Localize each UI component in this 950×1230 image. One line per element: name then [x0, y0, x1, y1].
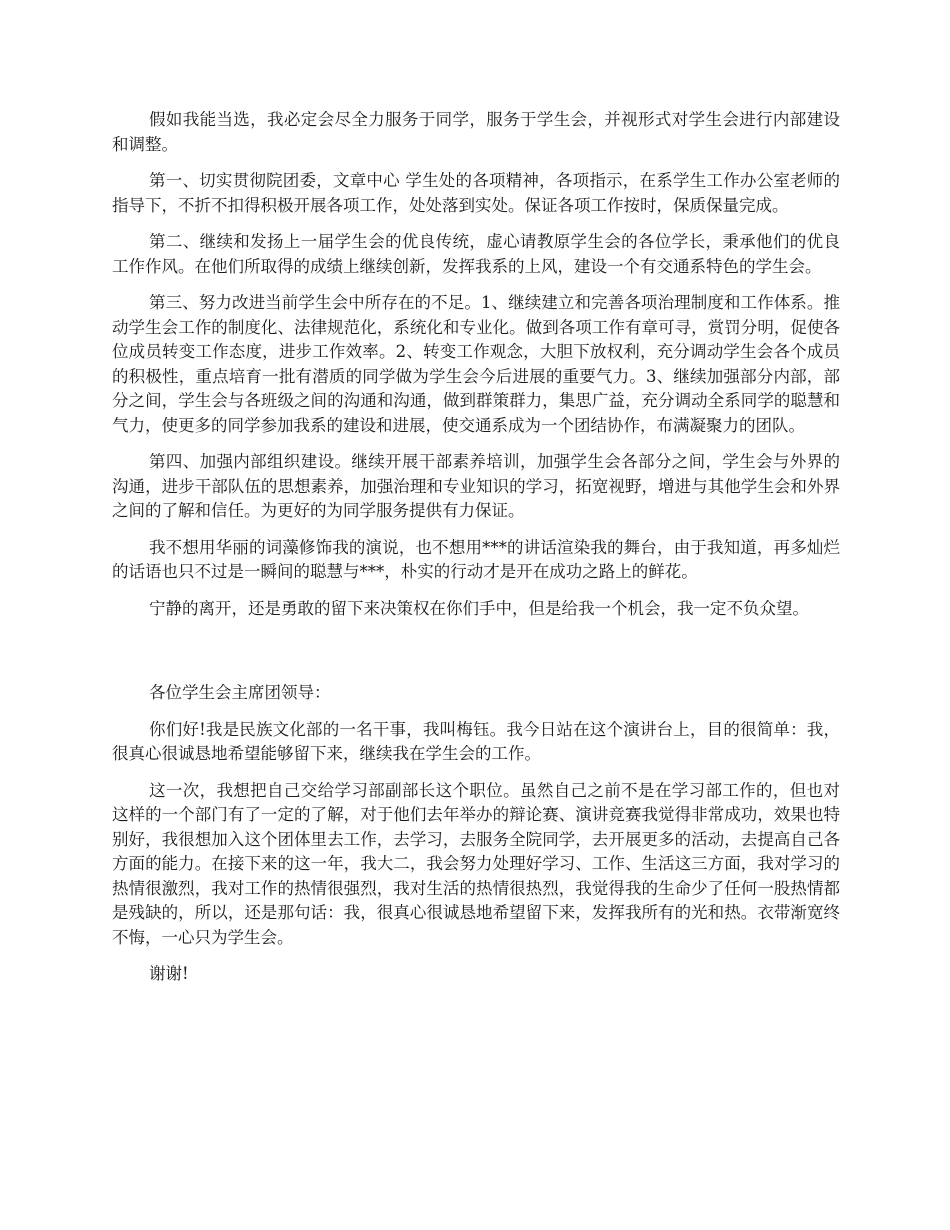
paragraph-speech-style: 我不想用华丽的词藻修饰我的演说，也不想用***的讲话渲染我的舞台，由于我知道，再多灿烂的话语也只不过是一瞬间的聪慧与***，朴实的行动才是开在成功之路上的鲜花。 [112, 537, 840, 581]
paragraph-greeting: 你们好!我是民族文化部的一名干事，我叫梅钰。我今日站在这个演讲台上，目的很简单：我，很真心很诚恳地希望能够留下来，继续我在学生会的工作。 [112, 719, 840, 763]
paragraph-point-two: 第二、继续和发扬上一届学生会的优良传统，虚心请教原学生会的各位学长，秉承他们的优良工作作风。在他们所取得的成绩上继续创新，发挥我系的上风，建设一个有交通系特色的学生会。 [112, 232, 840, 276]
paragraph-closing: 宁静的离开，还是勇敢的留下来决策权在你们手中，但是给我一个机会，我一定不负众望。 [149, 598, 809, 618]
paragraph-salutation: 各位学生会主席团领导： [149, 683, 331, 702]
paragraph-point-one: 第一、切实贯彻院团委，文章中心 学生处的各项精神，各项指示，在系学生工作办公室老师的指导下，不折不扣得积极开展各项工作，处处落到实处。保证各项工作按时，保质保量完成。 [112, 171, 840, 215]
paragraph-thanks: 谢谢! [149, 964, 189, 983]
section-divider-space [112, 633, 840, 681]
paragraph-point-four: 第四、加强内部组织建设。继续开展干部素养培训，加强学生会各部分之间，学生会与外界的沟通，进步干部队伍的思想素养，加强治理和专业知识的学习，拓宽视野，增进与其他学生会和外界之间的了解和信任。为更好的为同学服务提供有力保证。 [112, 452, 840, 520]
paragraph-position-goal: 这一次，我想把自己交给学习部副部长这个职位。虽然自己之前不是在学习部工作的，但也对这样的一个部门有了一定的了解，对于他们去年举办的辩论赛、演讲竞赛我觉得非常成功，效果也特别好，我很想加入这个团体里去工作，去学习，去服务全院同学，去开展更多的活动，去提高自己各方面的能力。在接下来的这一年，我大二，我会努力处理好学习、工作、生活这三方面，我对学习的热情很激烈，我对工作的热情很强烈，我对生活的热情很热烈，我觉得我的生命少了任何一股热情都是残缺的，所以，还是那句话：我，很真心很诚恳地希望留下来，发挥我所有的光和热。衣带渐宽终不悔，一心只为学生会。 [112, 780, 840, 947]
paragraph-commitment: 假如我能当选，我必定会尽全力服务于同学，服务于学生会，并视形式对学生会进行内部建设和调整。 [112, 110, 840, 154]
paragraph-point-three: 第三、努力改进当前学生会中所存在的不足。1、继续建立和完善各项治理制度和工作体系。推动学生会工作的制度化、法律规范化，系统化和专业化。做到各项工作有章可寻，赏罚分明，促使各位成员转变工作态度，进步工作效率。2、转变工作观念，大胆下放权利，充分调动学生会各个成员的积极性，重点培育一批有潜质的同学做为学生会今后进展的重要气力。3、继续加强部分内部，部分之间，学生会与各班级之间的沟通和沟通，做到群策群力，集思广益，充分调动全系同学的聪慧和气力，使更多的同学参加我系的建设和进展，使交通系成为一个团结协作，布满凝聚力的团队。 [112, 293, 840, 435]
document-page [112, 108, 840, 999]
